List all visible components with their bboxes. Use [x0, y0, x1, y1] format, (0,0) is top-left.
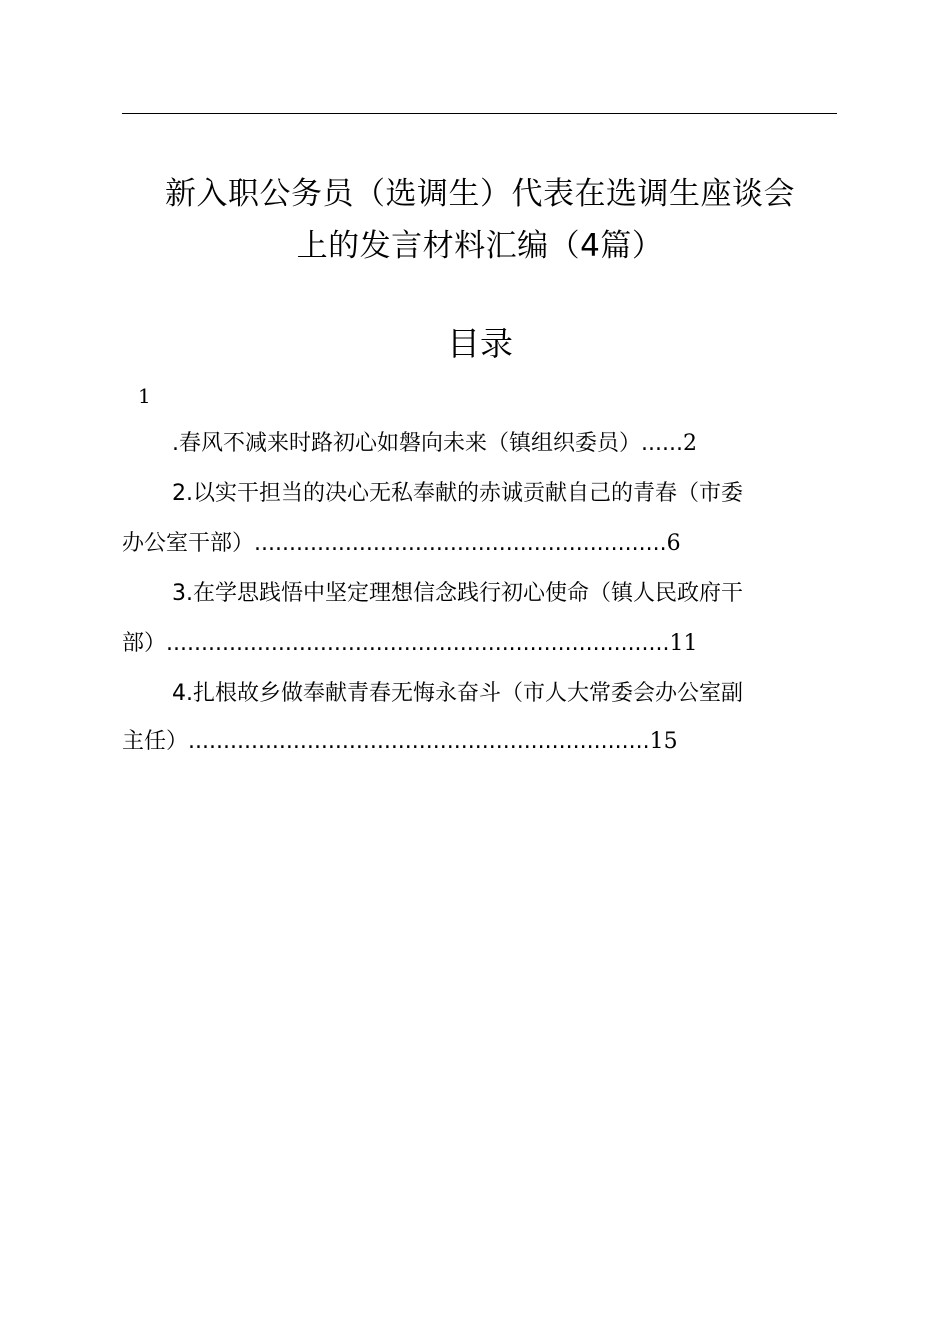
toc-leader-dots: ........................................................................ [166, 631, 670, 656]
toc-page-number: 2 [682, 431, 697, 456]
toc-entry-2-line-2[interactable] [122, 524, 681, 564]
document-title [100, 168, 860, 272]
toc-entry-title: .春风不减来时路初心如磐向未来（镇组织委员） [172, 431, 641, 456]
toc-leader-dots: ........................................................... [254, 531, 667, 556]
toc-entry-1[interactable] [172, 424, 697, 464]
header-rule [122, 113, 837, 114]
toc-leader-dots: .................................................................. [188, 729, 650, 754]
toc-heading: 目录 [447, 324, 513, 363]
title-line-1: 新入职公务员（选调生）代表在选调生座谈会 [165, 176, 795, 212]
toc-entry-4-line-1[interactable] [172, 674, 743, 714]
toc-entry-3-line-2[interactable] [122, 624, 698, 664]
toc-page-number: 6 [666, 531, 681, 556]
toc-entry-title-cont: 主任） [122, 729, 189, 754]
toc-entry-title: 4.扎根故乡做奉献青春无悔永奋斗（市人大常委会办公室副 [172, 681, 743, 706]
title-line-2: 上的发言材料汇编（4篇） [296, 228, 664, 264]
toc-entry-2-line-1[interactable] [172, 474, 743, 514]
stray-number: 1 [138, 384, 151, 408]
toc-entry-3-line-1[interactable] [172, 574, 743, 614]
toc-entry-title: 3.在学思践悟中坚定理想信念践行初心使命（镇人民政府干 [172, 581, 743, 606]
toc-entry-title-cont: 部） [122, 631, 167, 656]
toc-leader-dots: ...... [641, 431, 683, 456]
toc-entry-4-line-2[interactable] [122, 722, 678, 762]
toc-entry-title-cont: 办公室干部） [122, 531, 255, 556]
toc-entry-title: 2.以实干担当的决心无私奉献的赤诚贡献自己的青春（市委 [172, 481, 743, 506]
toc-page-number: 15 [649, 729, 678, 754]
toc-page-number: 11 [669, 631, 698, 656]
